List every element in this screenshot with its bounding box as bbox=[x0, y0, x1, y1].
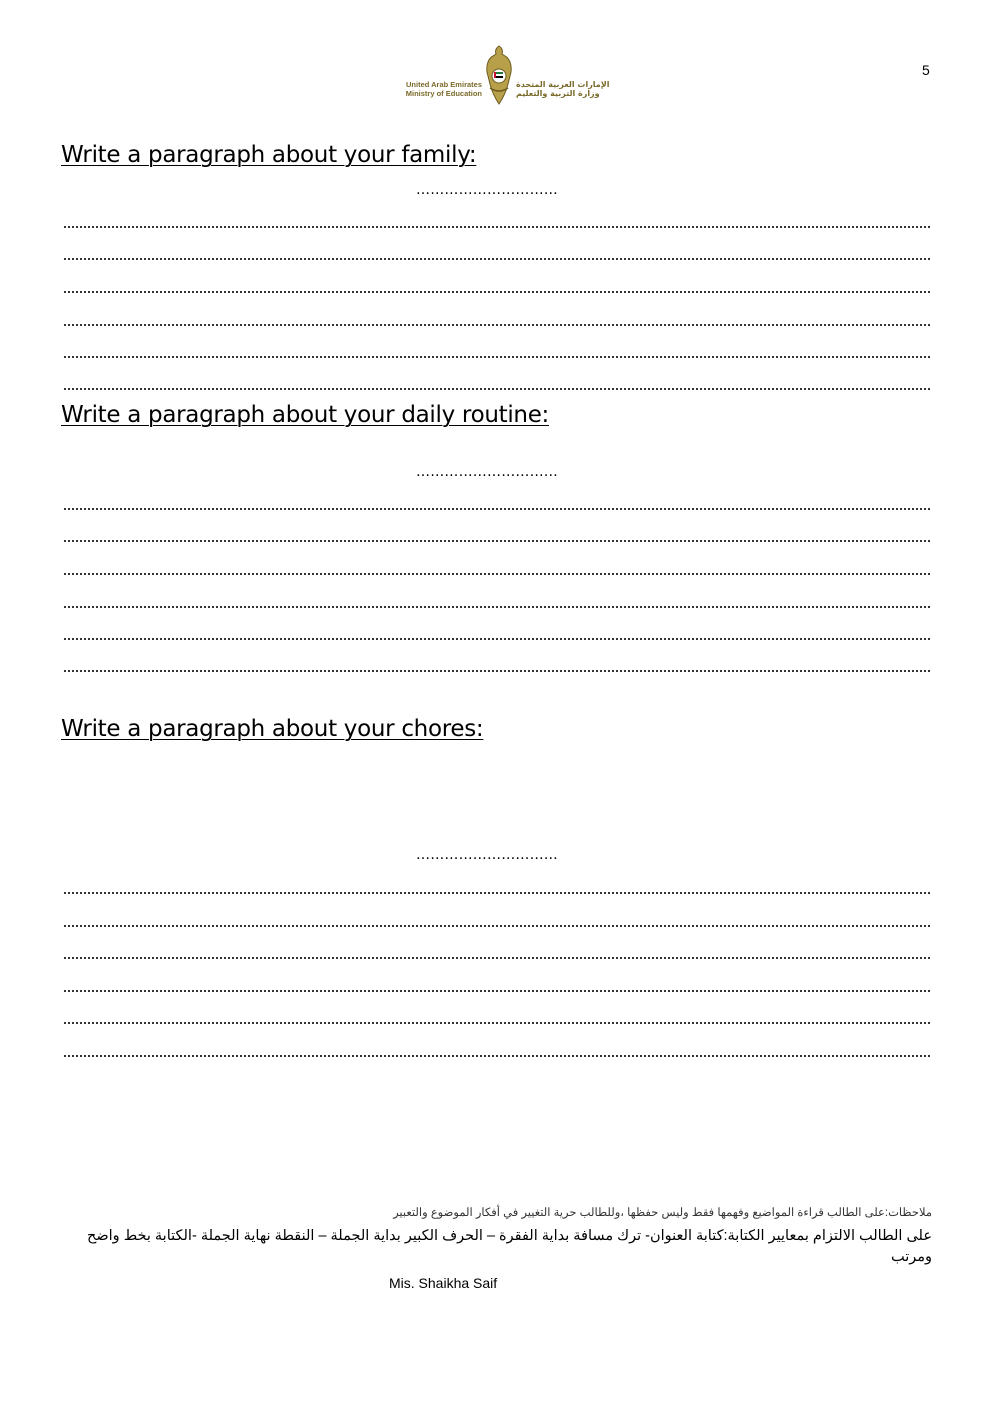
section-heading-daily-routine: Write a paragraph about your daily routine: bbox=[61, 402, 550, 428]
title-line-chores[interactable]: ………………………… bbox=[416, 847, 558, 863]
section-heading-chores: Write a paragraph about your chores: bbox=[61, 716, 484, 742]
writing-line[interactable] bbox=[64, 291, 930, 293]
page-number: 5 bbox=[922, 62, 930, 78]
logo-arabic-line2: وزارة التربية والتعليم bbox=[516, 89, 600, 98]
writing-line[interactable] bbox=[64, 957, 930, 959]
writing-line[interactable] bbox=[64, 1055, 930, 1057]
footer-note-1: ملاحظات:على الطالب قراءة المواضيع وفهمها فقط وليس حفظها ،وللطالب حرية التغيير في أفكار الموضوع والتعبير bbox=[393, 1207, 932, 1219]
logo-english-line2: Ministry of Education bbox=[405, 89, 482, 98]
writing-line[interactable] bbox=[64, 356, 930, 358]
writing-line[interactable] bbox=[64, 226, 930, 228]
writing-line[interactable] bbox=[64, 573, 930, 575]
logo-arabic-text bbox=[516, 80, 612, 98]
writing-line[interactable] bbox=[64, 892, 930, 894]
ministry-logo bbox=[392, 44, 612, 108]
writing-line[interactable] bbox=[64, 670, 930, 672]
writing-line[interactable] bbox=[64, 324, 930, 326]
writing-line[interactable] bbox=[64, 990, 930, 992]
title-line-daily-routine[interactable]: ………………………… bbox=[416, 464, 558, 480]
writing-line[interactable] bbox=[64, 638, 930, 640]
writing-line[interactable] bbox=[64, 1022, 930, 1024]
writing-line[interactable] bbox=[64, 540, 930, 542]
writing-line[interactable] bbox=[64, 388, 930, 390]
logo-english-line1: United Arab Emirates bbox=[406, 80, 482, 89]
logo-english-text bbox=[392, 80, 482, 98]
title-line-family[interactable]: ………………………… bbox=[416, 182, 558, 198]
author-name: Mis. Shaikha Saif bbox=[389, 1275, 498, 1291]
writing-line[interactable] bbox=[64, 606, 930, 608]
footer-note-2: على الطالب الالتزام بمعايير الكتابة:كتابة العنوان- ترك مسافة بداية الفقرة – الحرف الكبير بداية الجملة – النقطة نهاية الجملة -الكتابة بخط واضح ومرتب bbox=[86, 1228, 932, 1265]
writing-line[interactable] bbox=[64, 925, 930, 927]
uae-eagle-emblem-icon bbox=[484, 44, 514, 106]
writing-line[interactable] bbox=[64, 258, 930, 260]
section-heading-family: Write a paragraph about your family: bbox=[61, 142, 477, 168]
logo-arabic-line1: الإمارات العربية المتحدة bbox=[516, 80, 610, 89]
writing-line[interactable] bbox=[64, 508, 930, 510]
